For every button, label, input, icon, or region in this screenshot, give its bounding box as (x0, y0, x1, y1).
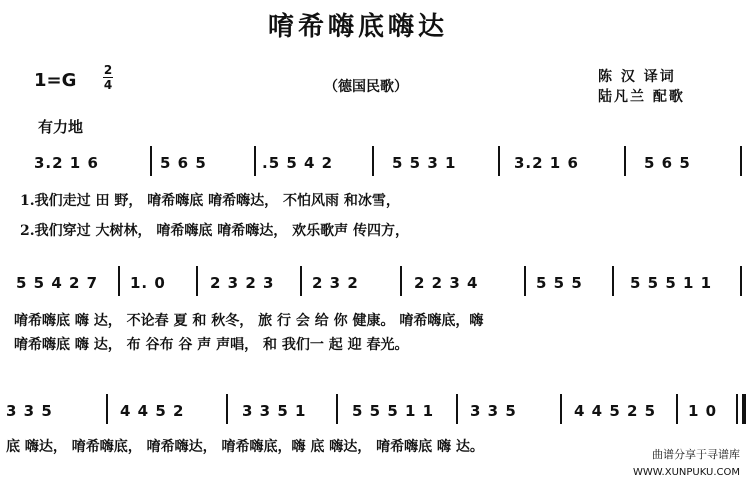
credit-lyrics: 陈 汉 译词 (598, 69, 676, 85)
lyric-line: 1.我们走过 田 野， 唷希嗨底 唷希嗨达， 不怕风雨 和冰雪， (20, 193, 400, 209)
measure: .5 5 4 2 (262, 154, 334, 172)
lyric-line: 2.我们穿过 大树林， 唷希嗨底 唷希嗨达， 欢乐歌声 传四方， (20, 223, 409, 239)
measure: 1. 0 (130, 274, 166, 292)
measure: 5 5 5 1 1 (352, 402, 435, 420)
measure: 3.2 1 6 (34, 154, 99, 172)
measure: 3.2 1 6 (514, 154, 579, 172)
measure: 1 0 (688, 402, 718, 420)
credit-arranger: 陆凡兰 配歌 (598, 89, 685, 105)
song-title: 唷希嗨底嗨达 (268, 12, 449, 42)
lyric-line: 唷希嗨底 嗨 达， 不论春 夏 和 秋冬， 旅 行 会 给 你 健康。 唷希嗨底，嗨 (14, 313, 484, 329)
measure: 3 3 5 1 (242, 402, 307, 420)
measure: 4 4 5 2 (120, 402, 185, 420)
measure: 2 3 2 3 (210, 274, 275, 292)
measure: 2 2 3 4 (414, 274, 479, 292)
measure: 5 6 5 (644, 154, 691, 172)
key-signature: 1=G (34, 70, 77, 91)
time-signature (103, 64, 113, 91)
measure: 5 5 5 (536, 274, 583, 292)
measure: 3 3 5 (6, 402, 53, 420)
measure: 3 3 5 (470, 402, 517, 420)
lyric-line: 底 嗨达， 唷希嗨底， 唷希嗨达， 唷希嗨底，嗨 底 嗨达， 唷希嗨底 嗨 达。 (6, 439, 484, 455)
measure: 5 6 5 (160, 154, 207, 172)
measure: 5 5 3 1 (392, 154, 457, 172)
genre-label: （德国民歌） (324, 79, 408, 95)
time-top: 2 (103, 63, 113, 77)
watermark-url: WWW.XUNPUKU.COM (633, 467, 740, 478)
measure: 4 4 5 2 5 (574, 402, 657, 420)
measure: 2 3 2 (312, 274, 359, 292)
time-bottom: 4 (103, 78, 113, 92)
lyric-line: 唷希嗨底 嗨 达， 布 谷布 谷 声 声唱， 和 我们一 起 迎 春光。 (14, 337, 409, 353)
measure: 5 5 5 1 1 (630, 274, 713, 292)
measure: 5 5 4 2 7 (16, 274, 99, 292)
watermark-text: 曲谱分享于寻谱库 (652, 448, 740, 461)
tempo-marking: 有力地 (38, 118, 84, 136)
